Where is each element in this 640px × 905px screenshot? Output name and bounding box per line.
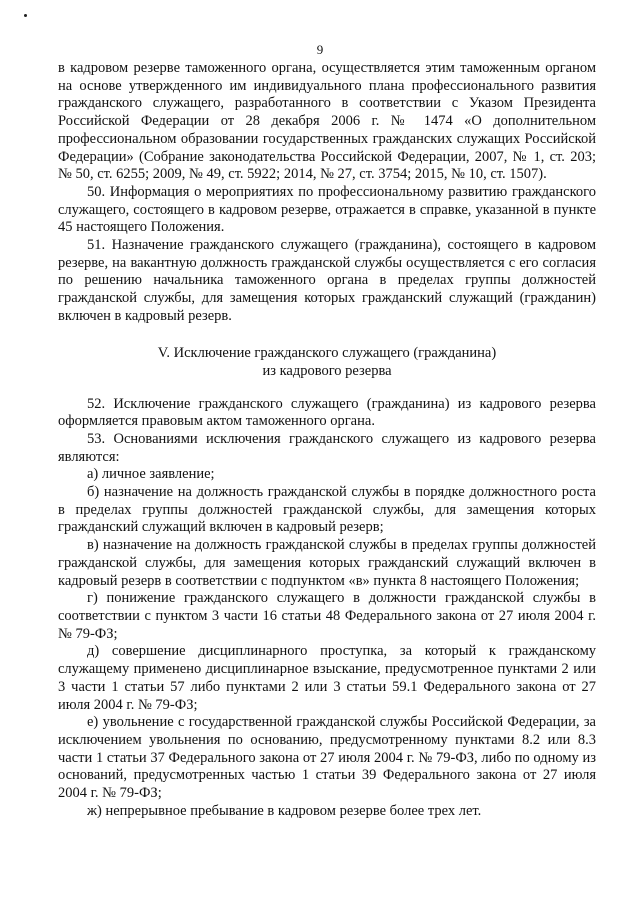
paragraph-continuation: в кадровом резерве таможенного органа, осуществляется этим таможенным органом на основе утвержденного им индивидуального плана профессионального развития гражданского служащего, разработанного в соответствии с Указом Президента Российской Федерации от 28 декабря 2006 г. № 1474 «О дополнительном профессиональном образовании государственных гражданских служащих Российской Федерации» (Собрание законодательства Российской Федерации, 2007, № 1, ст. 203; № 50, ст. 6255; 2009, № 49, ст. 5922; 2014, № 27, ст. 3754; 2015, № 10, ст. 1507). [58, 60, 596, 183]
list-item-g: г) понижение гражданского служащего в должности гражданской службы в соответствии с пунктом 3 части 16 статьи 48 Федерального закона от 27 июля 2004 г. № 79-ФЗ; [58, 590, 596, 642]
list-item-d: д) совершение дисциплинарного проступка, за который к гражданскому служащему применено дисциплинарное взыскание, предусмотренное пунктами 2 или 3 части 1 статьи 57 либо пунктами 2 или 3 статьи 59.1 Федерального закона от 27 июля 2004 г. № 79-ФЗ; [58, 643, 596, 713]
document-body [58, 60, 596, 820]
paragraph-52: 52. Исключение гражданского служащего (гражданина) из кадрового резерва оформляется правовым актом таможенного органа. [58, 395, 596, 430]
section-heading-line-2: из кадрового резерва [262, 362, 392, 379]
paragraph-51: 51. Назначение гражданского служащего (гражданина), состоящего в кадровом резерве, на вакантную должность гражданской службы осуществляется с его согласия по решению начальника таможенного органа в пределах группы должностей гражданской службы, для замещения которых гражданский служащий (гражданин) включен в кадровый резерв. [58, 237, 596, 324]
section-heading-line-1: V. Исключение гражданского служащего (гражданина) [157, 344, 497, 361]
paragraph-53: 53. Основаниями исключения гражданского служащего из кадрового резерва являются: [58, 430, 596, 465]
list-item-zh: ж) непрерывное пребывание в кадровом резерве более трех лет. [87, 802, 482, 819]
paragraph-50: 50. Информация о мероприятиях по профессиональному развитию гражданского служащего, состоящего в кадровом резерве, отражается в справке, указанной в пункте 45 настоящего Положения. [58, 183, 596, 236]
list-item-a: а) личное заявление; [87, 466, 215, 483]
list-item-b: б) назначение на должность гражданской службы в порядке должностного роста в пределах группы должностей гражданской службы, для замещения которых гражданский служащий включен в кадровый резерв; [58, 484, 596, 536]
scan-mark [24, 14, 27, 17]
list-item-v: в) назначение на должность гражданской службы в пределах группы должностей гражданской службы, для замещения которых гражданский служащий включен в кадровый резерв в соответствии с подпунктом «в» пункта 8 настоящего Положения; [58, 537, 596, 589]
page-number: 9 [316, 42, 324, 57]
list-item-e: е) увольнение с государственной гражданской службы Российской Федерации, за исключением увольнения по основанию, предусмотренному пунктами 8.2 или 8.3 части 1 статьи 37 Федерального закона от 27 июля 2004 г. № 79-ФЗ, либо по одному из оснований, предусмотренных частью 1 статьи 39 Федерального закона от 27 июля 2004 г. № 79-ФЗ; [58, 714, 596, 802]
section-heading [58, 344, 596, 380]
